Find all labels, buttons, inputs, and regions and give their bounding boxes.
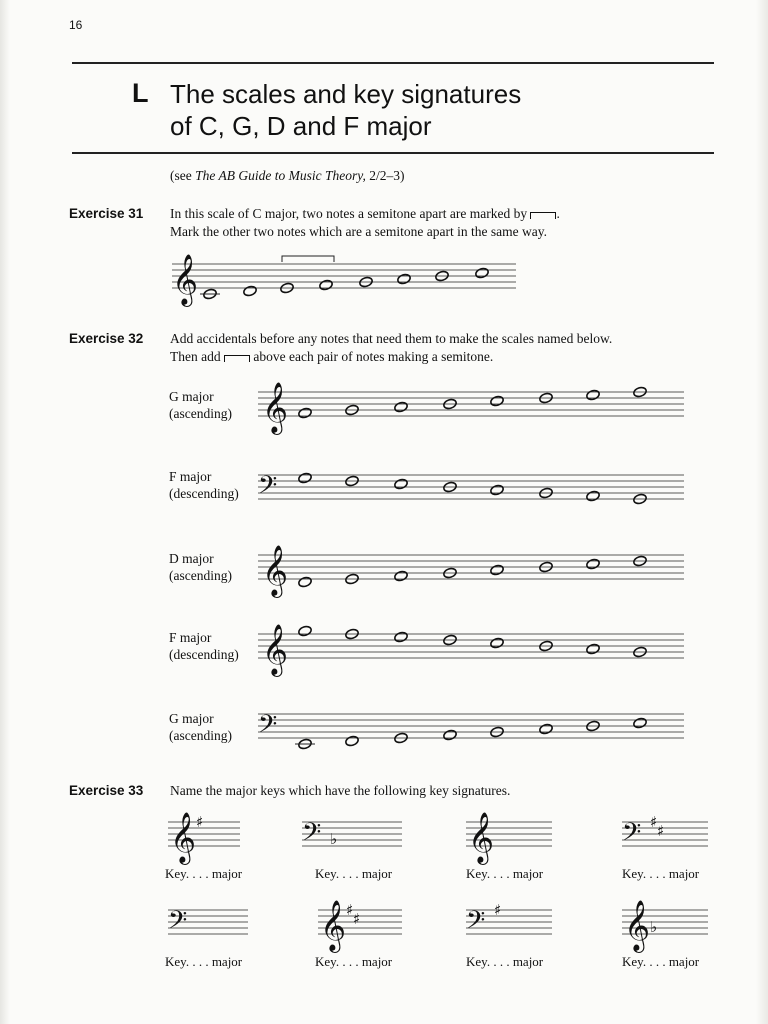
whole-note [586, 389, 601, 401]
scale-name: D major [169, 551, 214, 566]
sharp-icon: ♯ [353, 910, 361, 928]
bass-clef-icon: 𝄢 [168, 906, 188, 941]
treble-clef-icon: 𝄞 [262, 382, 289, 433]
whole-note [394, 631, 409, 643]
exercise-31-line2: Mark the other two notes which are a semitone apart in the same way. [170, 224, 547, 239]
whole-note [298, 472, 313, 484]
whole-note [298, 407, 313, 419]
exercise-31-line1-text: In this scale of C major, two notes a semitone apart are marked by [170, 206, 531, 221]
whole-note [490, 564, 505, 576]
exercise-32-line2-text: Then add [170, 349, 224, 364]
scale-direction: (descending) [169, 647, 239, 662]
bass-clef-icon: 𝄢 [258, 471, 278, 506]
exercise-33-label: Exercise 33 [69, 783, 144, 798]
sharp-icon: ♯ [657, 822, 665, 840]
scale-name: F major [169, 630, 212, 645]
treble-clef-icon: 𝄞 [170, 812, 197, 863]
key-answer-4[interactable]: Key. . . . major [622, 866, 700, 881]
scale-name: G major [169, 389, 214, 404]
bass-clef-icon: 𝄢 [258, 710, 278, 745]
scale-direction: (ascending) [169, 728, 232, 743]
whole-note [298, 576, 313, 588]
sharp-icon: ♯ [650, 813, 658, 831]
exercise-32-line1: Add accidentals before any notes that need them to make the scales named below. [170, 331, 613, 346]
bass-clef-icon: 𝄢 [302, 818, 322, 853]
key-answer-2[interactable]: Key. . . . major [315, 866, 393, 881]
treble-clef-icon: 𝄞 [172, 254, 199, 305]
whole-note [394, 478, 409, 490]
whole-note [394, 401, 409, 413]
treble-clef-icon: 𝄞 [262, 624, 289, 675]
whole-note [243, 285, 258, 297]
section-title-line2: of C, G, D and F major [170, 111, 432, 141]
whole-note [394, 570, 409, 582]
whole-note [490, 395, 505, 407]
treble-clef-icon: 𝄞 [468, 812, 495, 863]
scale-direction: (ascending) [169, 406, 232, 421]
sharp-icon: ♯ [346, 901, 354, 919]
exercise-33-instructions: Name the major keys which have the following key signatures. [170, 783, 511, 798]
whole-note [298, 625, 313, 637]
whole-note [586, 558, 601, 570]
treble-clef-icon: 𝄞 [320, 900, 347, 951]
whole-note [633, 717, 648, 729]
whole-note [397, 273, 412, 285]
treble-clef-icon: 𝄞 [624, 900, 651, 951]
exercise-32-line2-end: above each pair of notes making a semitone. [249, 349, 494, 364]
whole-note [345, 735, 360, 747]
bass-clef-icon: 𝄢 [622, 818, 642, 853]
whole-note [443, 729, 458, 741]
whole-note [475, 267, 490, 279]
flat-icon: ♭ [330, 830, 338, 848]
exercise-31-label: Exercise 31 [69, 206, 144, 221]
scale-name: G major [169, 711, 214, 726]
exercise-32-label: Exercise 32 [69, 331, 144, 346]
whole-note [319, 279, 334, 291]
reference-suffix: 2/2–3) [365, 168, 405, 183]
page-number: 16 [69, 18, 83, 32]
exercise-31-line1-end: . [556, 206, 560, 221]
scale-direction: (descending) [169, 486, 239, 501]
key-answer-8[interactable]: Key. . . . major [622, 954, 700, 969]
section-title-line1: The scales and key signatures [170, 79, 522, 109]
whole-note [490, 637, 505, 649]
key-answer-6[interactable]: Key. . . . major [315, 954, 393, 969]
whole-note [586, 490, 601, 502]
sharp-icon: ♯ [494, 901, 502, 919]
whole-note [586, 643, 601, 655]
reference-prefix: (see [170, 168, 196, 183]
key-answer-5[interactable]: Key. . . . major [165, 954, 243, 969]
whole-note [539, 723, 554, 735]
semitone-bracket [282, 256, 334, 262]
section-letter: L [132, 78, 149, 108]
key-answer-3[interactable]: Key. . . . major [466, 866, 544, 881]
bass-clef-icon: 𝄢 [466, 906, 486, 941]
scale-name: F major [169, 469, 212, 484]
treble-clef-icon: 𝄞 [262, 545, 289, 596]
whole-note [490, 484, 505, 496]
flat-icon: ♭ [650, 918, 658, 936]
sharp-icon: ♯ [196, 813, 204, 831]
key-answer-7[interactable]: Key. . . . major [466, 954, 544, 969]
reference-book-title: The AB Guide to Music Theory, [195, 168, 366, 183]
scale-direction: (ascending) [169, 568, 232, 583]
key-answer-1[interactable]: Key. . . . major [165, 866, 243, 881]
